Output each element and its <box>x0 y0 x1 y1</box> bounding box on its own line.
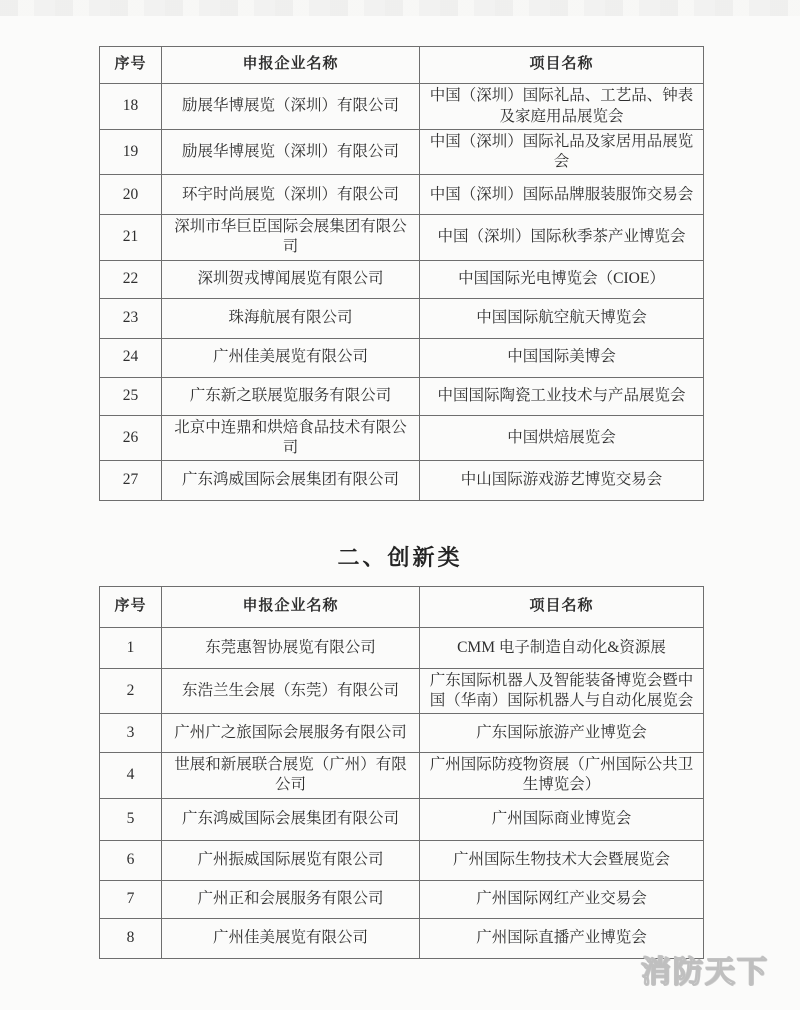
company-cell: 东浩兰生会展（东莞）有限公司 <box>162 669 420 714</box>
table-row <box>100 669 704 714</box>
company-header-cell: 申报企业名称 <box>162 587 420 628</box>
table-row <box>100 628 704 669</box>
scan-noise-strip <box>0 0 800 16</box>
company-cell: 广州正和会展服务有限公司 <box>162 880 420 918</box>
watermark: 消防天下 <box>641 956 769 989</box>
project-cell: 中国（深圳）国际礼品及家居用品展览会 <box>420 130 704 175</box>
serial-cell: 2 <box>100 669 162 714</box>
section-heading: 二、创新类 <box>337 545 463 570</box>
serial-cell: 19 <box>100 130 162 175</box>
serial-cell: 25 <box>100 377 162 415</box>
company-cell: 广州振威国际展览有限公司 <box>162 840 420 880</box>
serial-cell: 5 <box>100 798 162 840</box>
company-cell: 广东鸿威国际会展集团有限公司 <box>162 460 420 500</box>
table-header-row <box>100 587 704 628</box>
serial-cell: 20 <box>100 175 162 215</box>
serial-cell: 18 <box>100 84 162 130</box>
serial-cell: 1 <box>100 628 162 669</box>
project-cell: 中国国际陶瓷工业技术与产品展览会 <box>420 377 704 415</box>
project-cell: 中国（深圳）国际秋季茶产业博览会 <box>420 215 704 260</box>
company-cell: 深圳贺戎博闻展览有限公司 <box>162 260 420 298</box>
serial-header-cell: 序号 <box>100 587 162 628</box>
table-row <box>100 130 704 175</box>
company-cell: 广州佳美展览有限公司 <box>162 918 420 958</box>
table-header-row <box>100 47 704 84</box>
company-header-cell: 申报企业名称 <box>162 47 420 84</box>
table-row <box>100 840 704 880</box>
company-cell: 广州佳美展览有限公司 <box>162 338 420 377</box>
serial-cell: 4 <box>100 753 162 798</box>
company-cell: 广东新之联展览服务有限公司 <box>162 377 420 415</box>
table-row <box>100 84 704 130</box>
project-cell: 中国（深圳）国际礼品、工艺品、钟表及家庭用品展览会 <box>420 84 704 130</box>
project-cell: 中国国际光电博览会（CIOE） <box>420 260 704 298</box>
company-cell: 广东鸿威国际会展集团有限公司 <box>162 798 420 840</box>
table-row <box>100 377 704 415</box>
table-row <box>100 714 704 753</box>
project-cell: 广东国际机器人及智能装备博览会暨中国（华南）国际机器人与自动化展览会 <box>420 669 704 714</box>
project-cell: 广州国际网红产业交易会 <box>420 880 704 918</box>
company-cell: 深圳市华巨臣国际会展集团有限公司 <box>162 215 420 260</box>
table-row <box>100 918 704 958</box>
serial-cell: 24 <box>100 338 162 377</box>
project-cell: 广州国际商业博览会 <box>420 798 704 840</box>
project-header-cell: 项目名称 <box>420 47 704 84</box>
serial-cell: 8 <box>100 918 162 958</box>
innovation-category-table <box>99 586 704 959</box>
company-cell: 励展华博展览（深圳）有限公司 <box>162 130 420 175</box>
project-cell: 中山国际游戏游艺博览交易会 <box>420 460 704 500</box>
project-header-cell: 项目名称 <box>420 587 704 628</box>
project-cell: 中国国际美博会 <box>420 338 704 377</box>
company-cell: 北京中连鼎和烘焙食品技术有限公司 <box>162 415 420 460</box>
project-cell: 广州国际直播产业博览会 <box>420 918 704 958</box>
table-row <box>100 298 704 338</box>
project-cell: 中国国际航空航天博览会 <box>420 298 704 338</box>
awards-table-part1 <box>99 46 704 501</box>
table-row <box>100 260 704 298</box>
project-cell: 广东国际旅游产业博览会 <box>420 714 704 753</box>
company-cell: 环宇时尚展览（深圳）有限公司 <box>162 175 420 215</box>
table-row <box>100 175 704 215</box>
project-cell: 中国（深圳）国际品牌服装服饰交易会 <box>420 175 704 215</box>
serial-cell: 22 <box>100 260 162 298</box>
company-cell: 世展和新展联合展览（广州）有限公司 <box>162 753 420 798</box>
serial-header-cell: 序号 <box>100 47 162 84</box>
serial-cell: 27 <box>100 460 162 500</box>
table-row <box>100 338 704 377</box>
project-cell: 中国烘焙展览会 <box>420 415 704 460</box>
project-cell: CMM 电子制造自动化&资源展 <box>420 628 704 669</box>
table-row <box>100 753 704 798</box>
company-cell: 广州广之旅国际会展服务有限公司 <box>162 714 420 753</box>
serial-cell: 21 <box>100 215 162 260</box>
serial-cell: 7 <box>100 880 162 918</box>
company-cell: 珠海航展有限公司 <box>162 298 420 338</box>
serial-cell: 6 <box>100 840 162 880</box>
company-cell: 励展华博展览（深圳）有限公司 <box>162 84 420 130</box>
table-row <box>100 880 704 918</box>
project-cell: 广州国际生物技术大会暨展览会 <box>420 840 704 880</box>
table-row <box>100 415 704 460</box>
company-cell: 东莞惠智协展览有限公司 <box>162 628 420 669</box>
serial-cell: 3 <box>100 714 162 753</box>
serial-cell: 26 <box>100 415 162 460</box>
project-cell: 广州国际防疫物资展（广州国际公共卫生博览会） <box>420 753 704 798</box>
serial-cell: 23 <box>100 298 162 338</box>
table-row <box>100 215 704 260</box>
table-row <box>100 460 704 500</box>
table-row <box>100 798 704 840</box>
